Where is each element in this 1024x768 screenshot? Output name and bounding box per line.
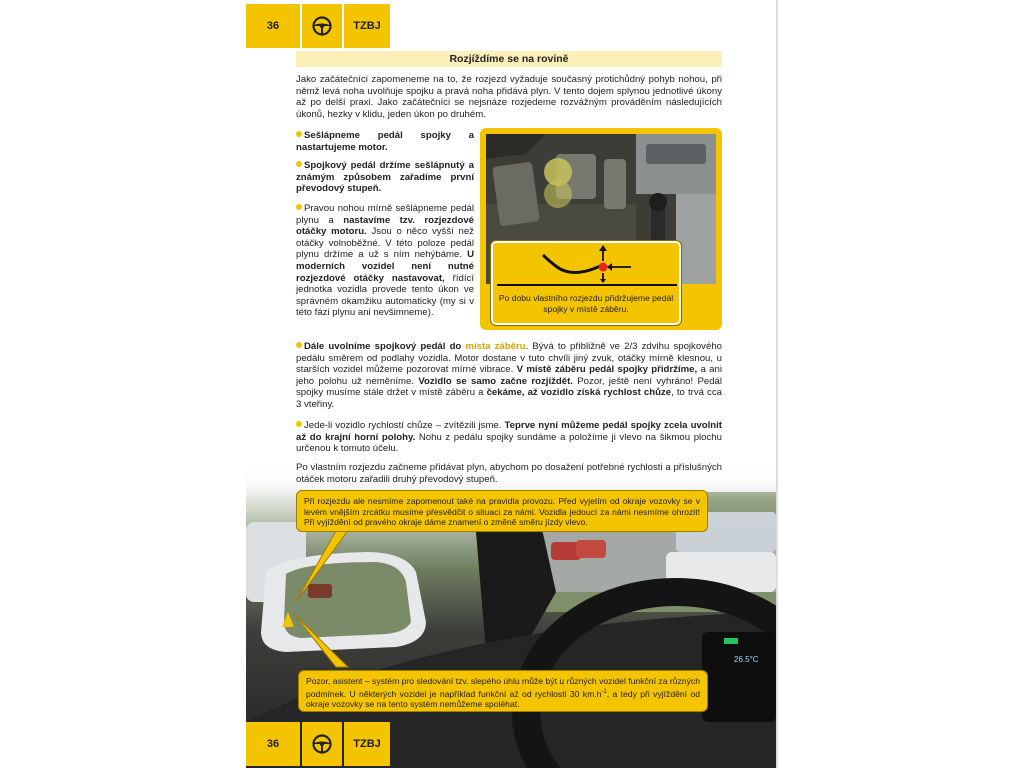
blind-spot-note-sup: -1 bbox=[601, 688, 607, 695]
step-4-text-h: , to trvá cca 3 vteřiny. bbox=[296, 387, 722, 410]
step-4-text-a: Dále uvolníme spojkový pedál do bbox=[304, 341, 466, 352]
step-4-text-f: Pozor, ještě není vyhráno! Pedál spojky musíme stále držet v místě záběru a bbox=[296, 375, 723, 399]
step-2-text: Spojkový pedál držíme sešlápnutý a známým způsobem zařadíme první převodový stupeň. bbox=[296, 160, 474, 195]
blind-spot-note-text-b: , a tedy při vyjíždění od okraje vozovky se na tento systém nemůžeme spoléhat. bbox=[306, 688, 700, 710]
step-4 bbox=[296, 341, 722, 411]
page-footer bbox=[246, 722, 390, 766]
bullet-icon bbox=[296, 161, 302, 167]
page-header bbox=[246, 4, 390, 48]
step-1-text: Sešlápneme pedál spojky a nastartujeme motor. bbox=[296, 130, 474, 153]
steering-wheel-icon bbox=[302, 722, 342, 766]
step-3-text-c: Jsou o něco vyšší než otáčky volnoběžné. V této poloze pedál plynu držíme a už s ním nehýbáme. bbox=[296, 226, 474, 261]
step-1 bbox=[296, 130, 474, 153]
step-3-text-d: U moderních vozidel není nutné rozjezdové otáčky nastavovat, bbox=[296, 249, 474, 284]
brand-label: TZBJ bbox=[344, 4, 390, 48]
blind-spot-note-text-a: Pozor, asistent – systém pro sledování tzv. slepého úhlu může být u různých vozidel funkční za různých podmínek. U některých vozidel je například funkční až od rychlosti 30 km.h bbox=[306, 676, 700, 699]
step-4-text-g: čekáme, až vozidlo získá rychlost chůze bbox=[486, 387, 672, 399]
outro-paragraph: Po vlastním rozjezdu začneme přidávat plyn, abychom po dosažení potřebné rychlosti a příslušných otáček motoru zařadili druhý převodový stupeň. bbox=[296, 462, 722, 485]
step-4-text-e: Vozidlo se samo začne rozjíždět. bbox=[418, 375, 573, 387]
figure-caption: Po dobu vlastního rozjezdu přidržujeme pedál spojky v místě záběru. bbox=[498, 293, 674, 314]
manual-page bbox=[246, 0, 776, 768]
section-title: Rozjíždíme se na rovině bbox=[296, 51, 722, 67]
step-5 bbox=[296, 420, 722, 455]
steering-wheel-icon bbox=[302, 4, 342, 48]
step-3-text-e: řídící jednotka vozidla provede tento úkon ve správném okamžiku automaticky (my si v této fázi plynu ani nevšimneme). bbox=[296, 272, 474, 319]
step-5-text-c: Nohu z pedálu spojky sundáme a položíme ji vlevo na šikmou plochu určenou k tomuto účelu. bbox=[296, 431, 722, 455]
page-edge bbox=[776, 0, 778, 768]
brand-label: TZBJ bbox=[344, 722, 390, 766]
step-3 bbox=[296, 203, 474, 319]
step-5-text-a: Jede-li vozidlo rychlostí chůze – zvítězili jsme. bbox=[304, 420, 505, 431]
step-4-text-b: . Bývá to přibližně ve 2/3 zdvihu spojkového pedálu směrem od podlahy vozidla. Motor dostane v tuto chvíli jiný zvuk, otáčky mírně klesnou, u starších vozidel můžeme pozorovat mírné vibrace. bbox=[296, 341, 722, 376]
bullet-icon bbox=[296, 421, 302, 427]
clutch-bite-point-highlight: místa záběru bbox=[465, 341, 526, 352]
intro-paragraph: Jako začátečníci zapomeneme na to, že rozjezd vyžaduje současný protichůdný pohyb nohou, při němž levá noha uvolňuje spojku a pravá noha přidává plyn. V tento dojem splynou jednotlivé úkony až po delší praxi. Jako začátečníci se nejsnáze rozjedeme rozvážným prováděním následujících úkonů, hezky v klidu, jeden úkon po druhém. bbox=[296, 74, 722, 120]
page-number: 36 bbox=[246, 722, 300, 766]
step-4-text-c: V místě záběru pedál spojky přidržíme, bbox=[516, 364, 698, 376]
step-4-text-d: a ani jeho polohu už neměníme. bbox=[296, 364, 722, 387]
figure-callout bbox=[490, 240, 682, 326]
page-number: 36 bbox=[246, 4, 300, 48]
step-3-text-a: Pravou nohou mírně sešlápneme pedál plynu a bbox=[296, 203, 474, 226]
blind-spot-note bbox=[298, 670, 708, 712]
step-5-text-b: Teprve nyní můžeme pedál spojky zcela uvolnit až do krajní horní polohy. bbox=[296, 420, 723, 443]
bullet-icon bbox=[296, 131, 302, 137]
bullet-icon bbox=[296, 342, 302, 348]
mirror-note: Při rozjezdu ale nesmíme zapomenout také na pravidla provozu. Před vyjetím od okraje vozovky se v levém vnějším zrcátku musíme přesvědčit o situaci za námi. Vozidla jedoucí za námi nesmíme ohrozit! Při vyjíždění od pravého okraje dáme znamení o změně směru jízdy vlevo. bbox=[296, 490, 708, 532]
step-3-text-b: nastavíme tzv. rozjezdové otáčky motoru. bbox=[296, 214, 474, 238]
step-2 bbox=[296, 160, 474, 195]
bullet-icon bbox=[296, 204, 302, 210]
